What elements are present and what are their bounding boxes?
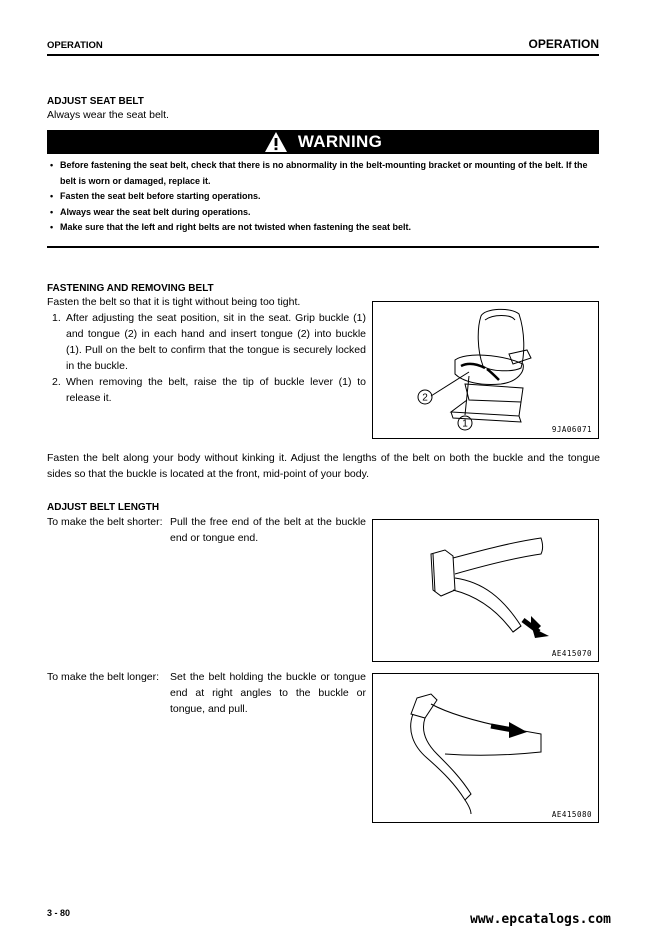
adjust-seat-belt-title: ADJUST SEAT BELT: [47, 96, 144, 107]
shorter-text: Pull the free end of the belt at the buckle end or tongue end.: [170, 516, 366, 544]
figure-code: 9JA06071: [551, 425, 592, 434]
warning-item: • Before fastening the seat belt, check that there is no abnormality in the belt-mounting bracket or mounting of the belt. If the belt is worn or damaged, replace it.: [47, 158, 599, 189]
adjust-length-title: ADJUST BELT LENGTH: [47, 502, 160, 513]
fastening-after-text: Fasten the belt along your body without kinking it. Adjust the lengths of the belt on both the buckle and the tongue sides so that the buckle is located at the front, mid-point of your body.: [47, 452, 600, 480]
header-rule: [47, 54, 599, 56]
warning-label: WARNING: [297, 132, 383, 151]
callout-1: 1: [462, 418, 468, 430]
warning-banner: [47, 130, 599, 154]
warning-bottom-rule: [47, 246, 599, 248]
step-number: 2.: [52, 376, 61, 388]
header-section-right: OPERATION: [528, 37, 599, 51]
step-item: [52, 310, 366, 374]
fastening-intro: Fasten the belt so that it is tight without being too tight.: [47, 296, 301, 308]
site-watermark: www.epcatalogs.com: [470, 912, 611, 927]
shorten-belt-illustration: [373, 520, 598, 661]
lengthen-belt-illustration: [373, 674, 598, 822]
longer-label: To make the belt longer:: [47, 671, 160, 683]
fastening-steps: [52, 310, 366, 406]
shorten-belt-figure: [372, 519, 599, 662]
figure-code: AE415070: [551, 649, 592, 658]
step-text: When removing the belt, raise the tip of buckle lever (1) to release it.: [66, 376, 366, 404]
seat-illustration: [373, 302, 598, 438]
lengthen-belt-figure: [372, 673, 599, 823]
step-number: 1.: [52, 312, 61, 324]
step-item: [52, 374, 366, 406]
fastening-title: FASTENING AND REMOVING BELT: [47, 283, 214, 294]
callout-2: 2: [422, 392, 428, 404]
figure-code: AE415080: [551, 810, 592, 819]
longer-text: Set the belt holding the buckle or tongue end at right angles to the buckle or tongue, and pull.: [170, 671, 366, 715]
seat-belt-figure: [372, 301, 599, 439]
header-section-left: OPERATION: [47, 40, 103, 51]
warning-item: • Fasten the seat belt before starting operations.: [47, 189, 599, 205]
warning-item: • Always wear the seat belt during operations.: [47, 205, 599, 221]
warning-item: • Make sure that the left and right belts are not twisted when fastening the seat belt.: [47, 220, 599, 236]
warning-triangle-icon: [264, 131, 288, 153]
shorter-label: To make the belt shorter:: [47, 516, 163, 528]
warning-list: [47, 158, 599, 236]
page-number: 3 - 80: [47, 908, 71, 918]
adjust-seat-belt-intro: Always wear the seat belt.: [47, 109, 169, 121]
step-text: After adjusting the seat position, sit in the seat. Grip buckle (1) and tongue (2) in each hand and insert tongue (2) into buckle (1). Pull on the belt to confirm that the tongue is securely locked in the buckle.: [66, 312, 366, 372]
